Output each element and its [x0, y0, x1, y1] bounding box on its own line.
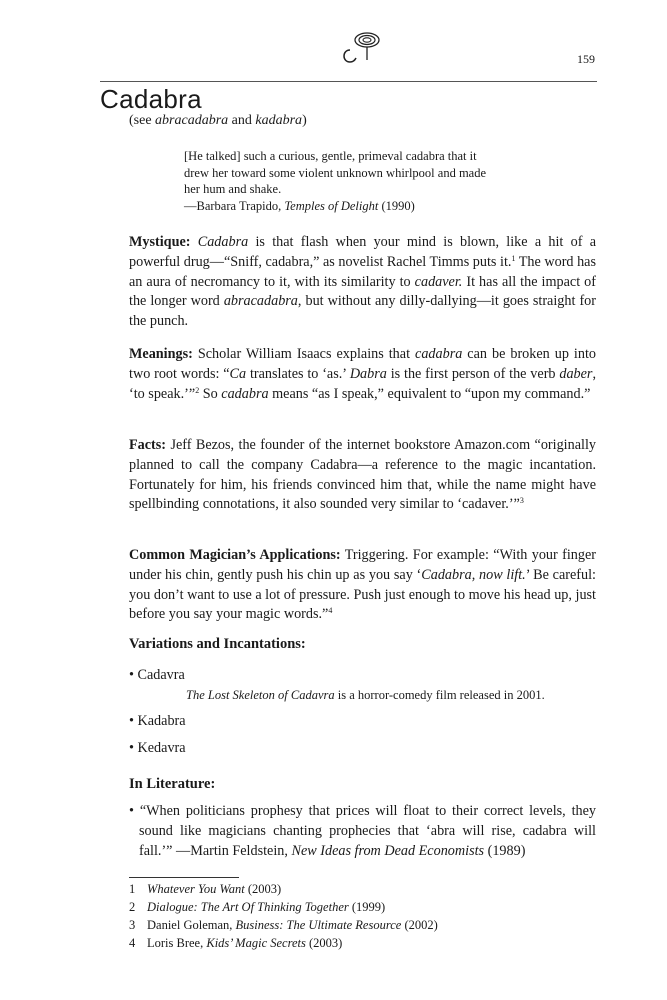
see-also	[129, 113, 307, 129]
section-label: Mystique:	[129, 234, 191, 250]
applications-paragraph	[129, 546, 596, 625]
footnote-ref: 1	[511, 253, 516, 263]
text-run: is that flash when your mind is blown, like a hit of a powerful drug—“Sniff, cadabra,” as novelist Rachel Timms puts it.	[129, 234, 597, 270]
italic-text: cadaver.	[414, 273, 463, 290]
text-run: (1990)	[378, 198, 415, 213]
header-rule	[100, 81, 597, 82]
text-run: (2002)	[401, 918, 438, 932]
italic-text: Ca	[229, 365, 247, 382]
text-run: 4	[129, 936, 136, 950]
variation-item: • Kadabra	[129, 713, 186, 729]
text-run: It has all the impact of the longer word	[129, 273, 596, 310]
italic-text: Business: The Ultimate Resource	[235, 918, 402, 932]
italic-text: kadabra	[255, 113, 303, 128]
italic-text: Dialogue: The Art Of Thinking Together	[147, 900, 349, 914]
footnote	[129, 900, 385, 915]
literature-heading: In Literature:	[129, 776, 216, 792]
text-run: “When politicians prophesy that prices will float to their correct levels, they sound like magicians chanting prophecies that ‘abra will rise, cadabra will fall.’” —Martin Feldstein,	[139, 803, 596, 859]
text-run: (2003)	[305, 936, 343, 950]
footnote	[129, 882, 281, 897]
italic-text: Whatever You Want	[147, 882, 245, 896]
spiral-ornament-icon	[336, 26, 386, 66]
italic-text: cadabra	[221, 385, 269, 402]
text-run: translates to ‘as.’	[246, 365, 350, 382]
footnote-ref: 4	[328, 606, 333, 616]
text-run: means “as I speak,” equivalent to “upon my command.”	[268, 385, 591, 402]
text-run: 1	[129, 882, 136, 896]
quote-line: her hum and shake.	[184, 182, 282, 197]
footnote-rule	[129, 877, 239, 878]
variation-note	[186, 688, 545, 703]
text-run: The word has an aura of necromancy to it, with its similarity to	[129, 253, 596, 290]
text-run: and	[228, 113, 256, 128]
footnote-ref: 2	[195, 385, 200, 395]
facts-paragraph	[129, 436, 596, 515]
text-run: (2003)	[244, 882, 282, 896]
text-run: Triggering. For example: “With your finger under his chin, gently push his chin up as you say ‘	[129, 547, 596, 583]
text-run: (see	[129, 113, 156, 128]
text-run: is the first person of the verb	[386, 365, 560, 382]
text-run: Loris Bree,	[147, 936, 207, 950]
text-run: •	[129, 803, 140, 819]
variation-item: • Kedavra	[129, 740, 186, 756]
quote-line: drew her toward some violent unknown whirlpool and made	[184, 165, 487, 180]
text-run: Scholar William Isaacs explains that	[192, 346, 416, 362]
text-run: )	[302, 113, 307, 128]
section-label: Facts:	[129, 437, 167, 453]
page-number: 159	[577, 52, 595, 66]
text-run: —Barbara Trapido,	[184, 198, 285, 213]
text-run: can be broken up into two root words: “	[129, 346, 597, 382]
text-run: So	[199, 385, 222, 402]
variation-item: • Cadavra	[129, 667, 185, 683]
italic-text: Kids’ Magic Secrets	[206, 936, 306, 950]
quote-line: [He talked] such a curious, gentle, primeval cadabra that it	[184, 149, 477, 163]
italic-text: Temples of Delight	[284, 198, 379, 213]
literature-item	[129, 802, 596, 861]
italic-text: The Lost Skeleton of Cadavra	[186, 688, 335, 702]
italic-text: cadabra	[415, 346, 463, 362]
footnote	[129, 918, 438, 933]
mystique-paragraph	[129, 233, 596, 332]
section-label: Meanings:	[129, 346, 193, 362]
footnote-ref: 3	[519, 496, 524, 506]
text-run	[129, 802, 596, 861]
text-run: (1999)	[348, 900, 386, 914]
italic-text: abracadabra	[155, 113, 229, 128]
text-run: Jeff Bezos, the founder of the internet bookstore Amazon.com “originally planned to call the company Cadabra—a reference to the magic incantation. Fortunately for him, his friends convinced him that, while the name might have spellbinding connotations, it also sounded very similar to ‘cadaver.’”	[129, 437, 596, 513]
meanings-paragraph	[129, 345, 596, 404]
text-run: ’ Be careful: you don’t want to use a lot of pressure. Push just enough to move his head up, just before you say your magic words.”	[129, 566, 596, 623]
text-run: 3	[129, 918, 136, 932]
italic-text: Cadabra, now lift.	[421, 566, 526, 583]
footnote	[129, 936, 342, 951]
italic-text: daber	[559, 365, 593, 382]
variations-heading: Variations and Incantations:	[129, 636, 306, 652]
text-run: , but without any dilly-dallying—it goes straight for the punch.	[129, 293, 596, 330]
entry-title: Cadabra	[100, 84, 202, 114]
text-run: (1989)	[484, 842, 526, 859]
section-label: Common Magician’s Applications:	[129, 547, 341, 563]
text-run	[190, 234, 197, 250]
text-run: , ‘to speak.’”	[129, 365, 596, 402]
italic-text: New Ideas from Dead Economists	[291, 842, 485, 859]
text-run: is a horror-comedy film released in 2001.	[334, 688, 545, 702]
text-run: 2	[129, 900, 136, 914]
quote-attribution	[184, 198, 544, 215]
italic-text: abracadabra	[223, 293, 298, 310]
italic-text: Dabra	[349, 365, 387, 382]
italic-text: Cadabra	[197, 234, 249, 250]
epigraph-quote	[184, 148, 544, 214]
text-run: Daniel Goleman,	[147, 918, 236, 932]
